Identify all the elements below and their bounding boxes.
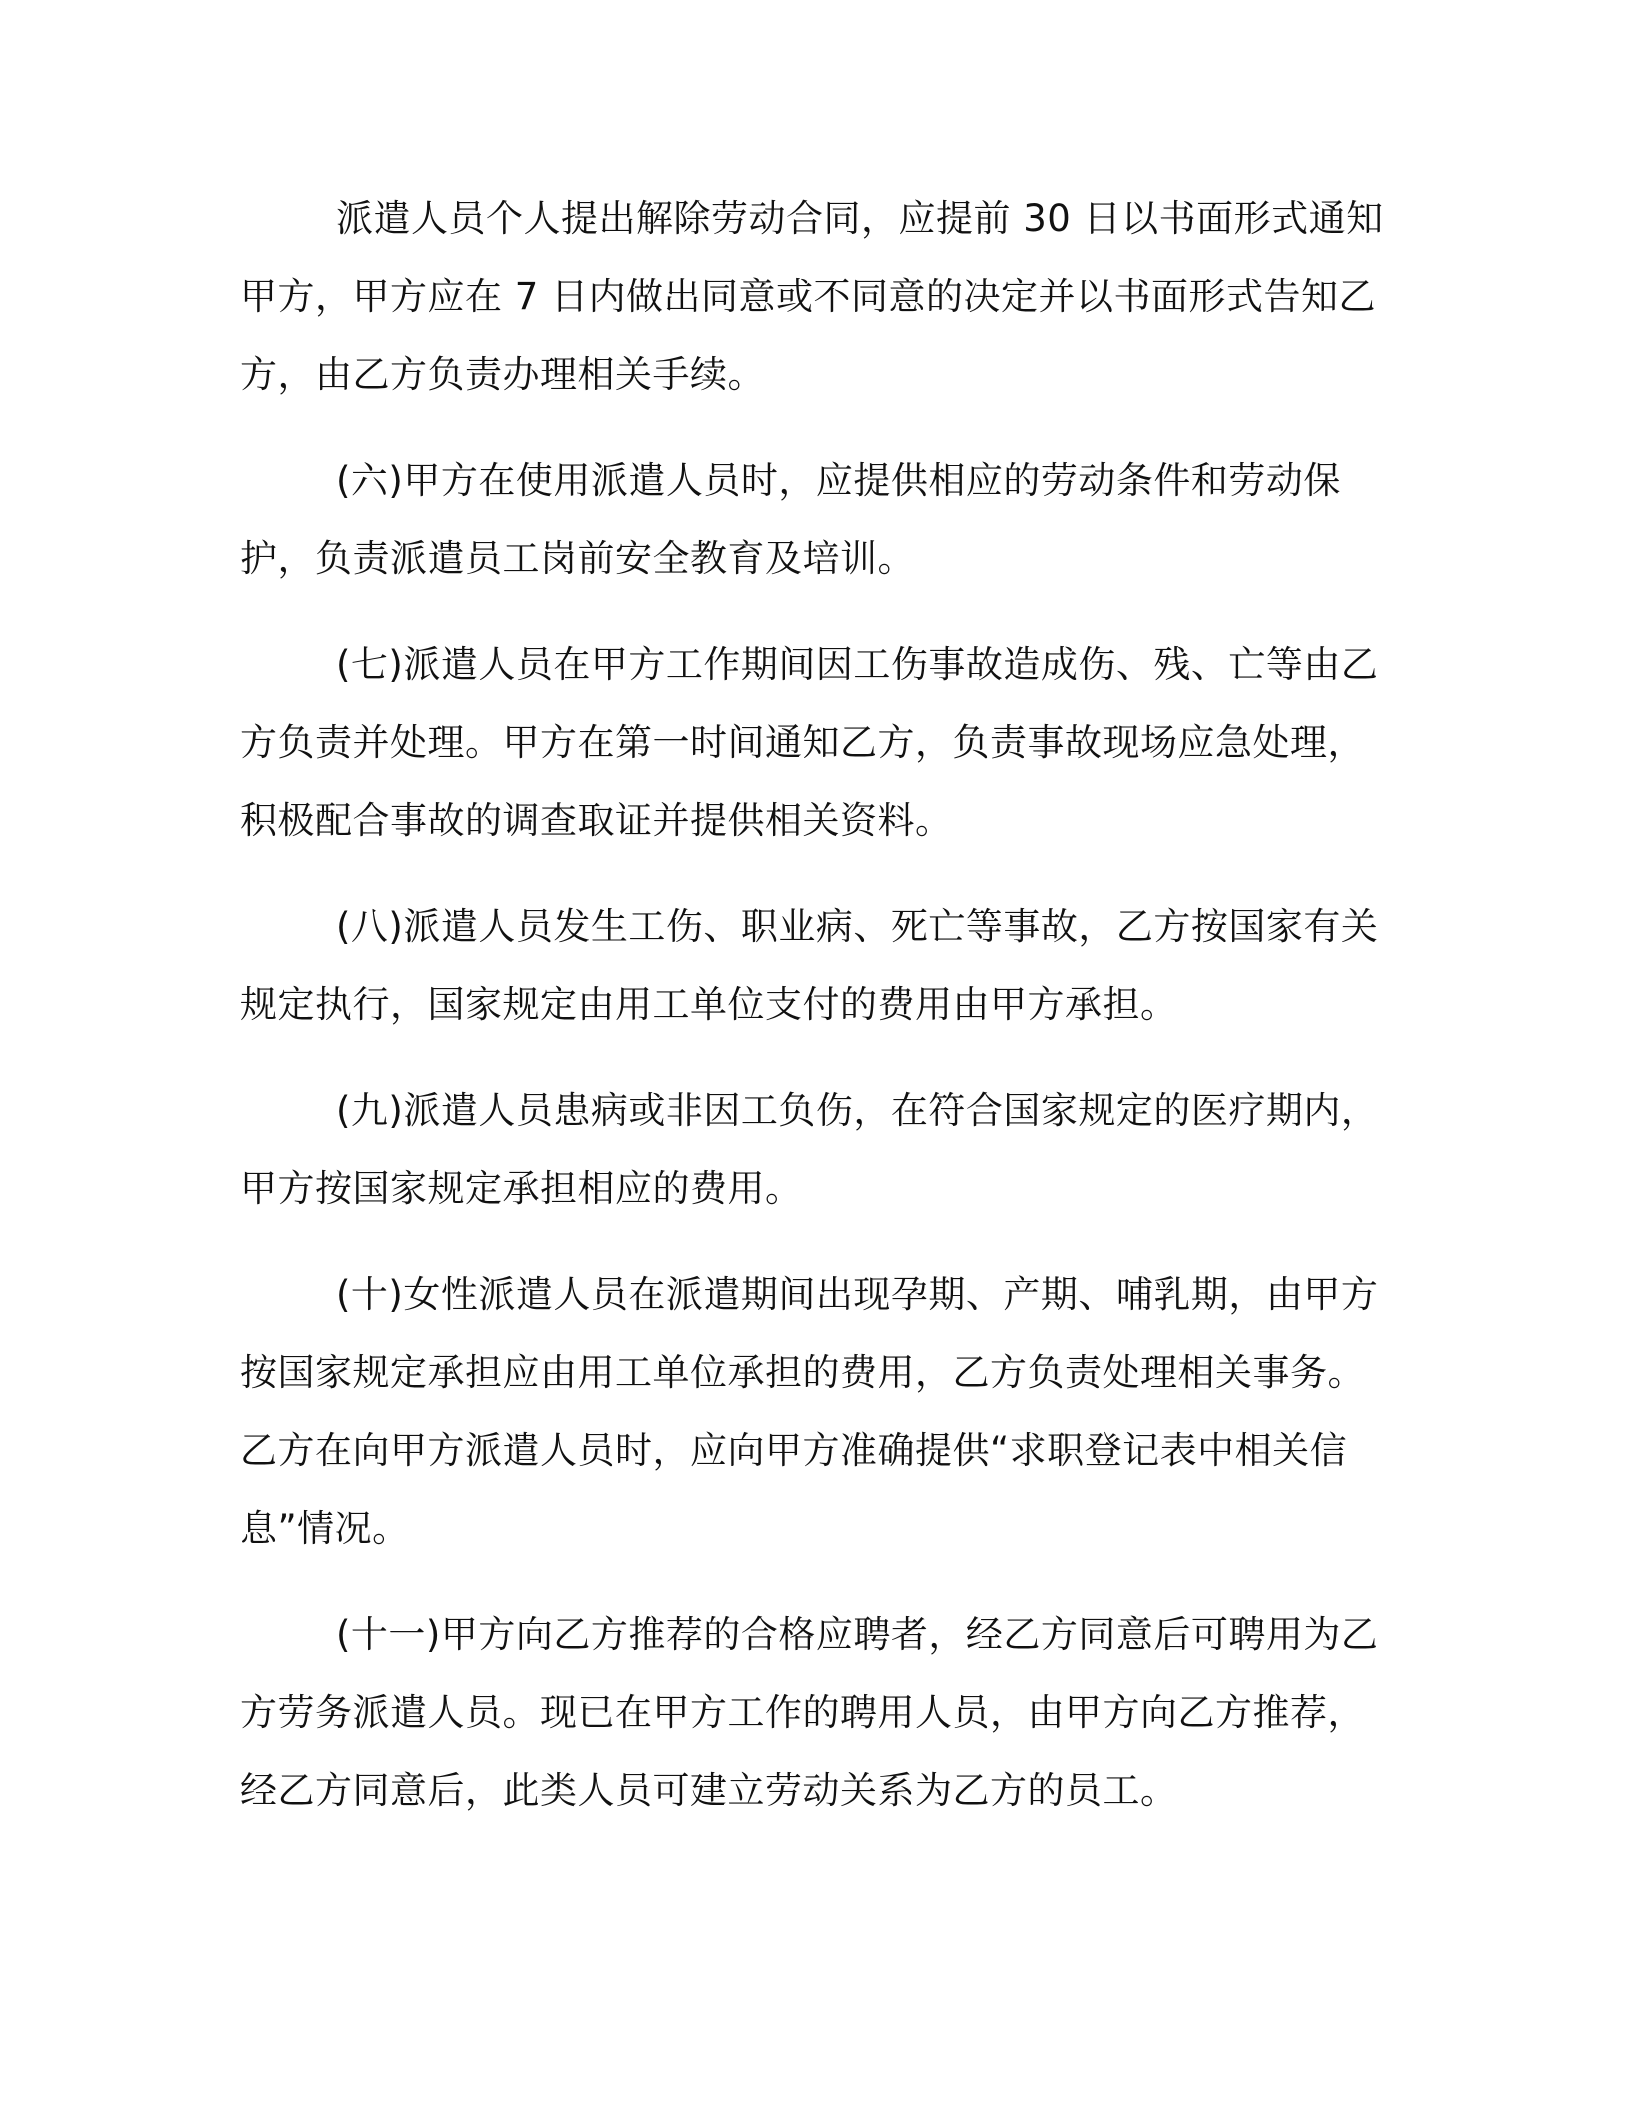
paragraph-clause-9: (九)派遣人员患病或非因工负伤，在符合国家规定的医疗期内，甲方按国家规定承担相应的费用。 [240, 1089, 1379, 1210]
paragraph-clause-8: (八)派遣人员发生工伤、职业病、死亡等事故，乙方按国家有关规定执行，国家规定由用工单位支付的费用由甲方承担。 [240, 905, 1379, 1026]
paragraph-clause-10: (十)女性派遣人员在派遣期间出现孕期、产期、哺乳期，由甲方按国家规定承担应由用工单位承担的费用，乙方负责处理相关事务。乙方在向甲方派遣人员时，应向甲方准确提供“求职登记表中相关信息”情况。 [240, 1273, 1379, 1550]
document-body [240, 180, 1390, 1858]
paragraph-clause-7: (七)派遣人员在甲方工作期间因工伤事故造成伤、残、亡等由乙方负责并处理。甲方在第一时间通知乙方，负责事故现场应急处理，积极配合事故的调查取证并提供相关资料。 [240, 643, 1379, 842]
paragraph-resignation-notice: 派遣人员个人提出解除劳动合同，应提前 30 日以书面形式通知甲方，甲方应在 7 日内做出同意或不同意的决定并以书面形式告知乙方，由乙方负责办理相关手续。 [240, 197, 1384, 396]
paragraph-clause-6: (六)甲方在使用派遣人员时，应提供相应的劳动条件和劳动保护，负责派遣员工岗前安全教育及培训。 [240, 459, 1341, 580]
paragraph-clause-11: (十一)甲方向乙方推荐的合格应聘者，经乙方同意后可聘用为乙方劳务派遣人员。现已在甲方工作的聘用人员，由甲方向乙方推荐，经乙方同意后，此类人员可建立劳动关系为乙方的员工。 [240, 1613, 1379, 1812]
